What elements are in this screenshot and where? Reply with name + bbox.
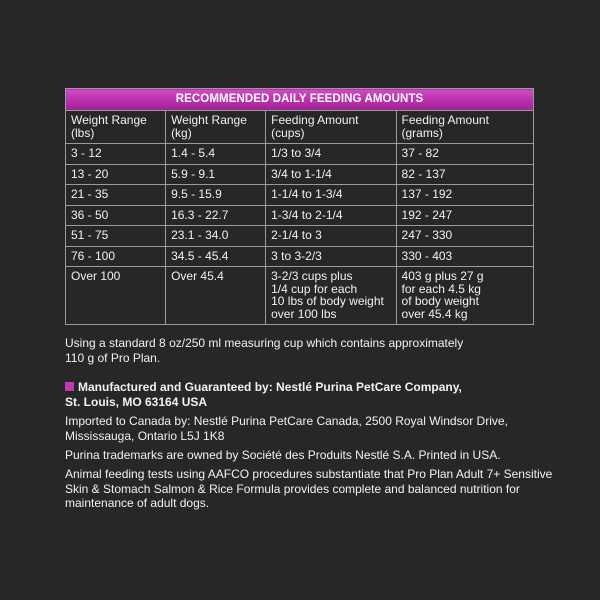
table-row (66, 205, 534, 226)
manufacturer-text: Manufactured and Guaranteed by: Nestlé Purina PetCare Company, St. Louis, MO 63164 USA (65, 380, 462, 409)
table-cell: 5.9 - 9.1 (166, 164, 266, 185)
table-cell: 51 - 75 (66, 226, 166, 247)
table-cell: 137 - 192 (396, 185, 533, 206)
table-cell: 192 - 247 (396, 205, 533, 226)
table-cell: 1/3 to 3/4 (266, 144, 396, 165)
table-cell: 3 to 3-2/3 (266, 246, 396, 267)
table-cell: 16.3 - 22.7 (166, 205, 266, 226)
table-title-row (66, 89, 534, 111)
table-cell: 2-1/4 to 3 (266, 226, 396, 247)
table-cell: 13 - 20 (66, 164, 166, 185)
table-cell: 23.1 - 34.0 (166, 226, 266, 247)
table-cell: 1-1/4 to 1-3/4 (266, 185, 396, 206)
table-cell: 247 - 330 (396, 226, 533, 247)
feeding-amounts-table (65, 88, 534, 325)
table-cell: 36 - 50 (66, 205, 166, 226)
aafco-statement: Animal feeding tests using AAFCO procedures substantiate that Pro Plan Adult 7+ Sensitive Skin & Stomach Salmon & Rice Formula provides complete and balanced nutrition for maintenance of adult dogs. (65, 467, 553, 510)
table-cell: 403 g plus 27 g for each 4.5 kg of body weight over 45.4 kg (396, 267, 533, 325)
table-cell: Over 100 (66, 267, 166, 325)
table-row (66, 267, 534, 325)
table-header-row (66, 111, 534, 144)
table-row (66, 164, 534, 185)
table-cell: 76 - 100 (66, 246, 166, 267)
table-cell: Over 45.4 (166, 267, 266, 325)
table-cell: 3/4 to 1-1/4 (266, 164, 396, 185)
table-body (66, 111, 534, 325)
table-cell: 330 - 403 (396, 246, 533, 267)
table-title: RECOMMENDED DAILY FEEDING AMOUNTS (66, 89, 534, 111)
table-row (66, 226, 534, 247)
column-header: Weight Range (kg) (166, 111, 266, 144)
table-cell: 3-2/3 cups plus 1/4 cup for each 10 lbs of body weight over 100 lbs (266, 267, 396, 325)
trademark-statement: Purina trademarks are owned by Société des Produits Nestlé S.A. Printed in USA. (65, 448, 501, 462)
measuring-cup-note: Using a standard 8 oz/250 ml measuring cup which contains approximately 110 g of Pro Plan. (65, 336, 464, 365)
table-cell: 21 - 35 (66, 185, 166, 206)
table-row (66, 246, 534, 267)
manufacturer-statement (65, 380, 565, 409)
table-cell: 82 - 137 (396, 164, 533, 185)
column-header: Weight Range (lbs) (66, 111, 166, 144)
square-bullet-icon (65, 382, 74, 391)
table-cell: 9.5 - 15.9 (166, 185, 266, 206)
table-row (66, 144, 534, 165)
table-cell: 3 - 12 (66, 144, 166, 165)
table-cell: 34.5 - 45.4 (166, 246, 266, 267)
table-cell: 37 - 82 (396, 144, 533, 165)
column-header: Feeding Amount (cups) (266, 111, 396, 144)
table-cell: 1.4 - 5.4 (166, 144, 266, 165)
table-row (66, 185, 534, 206)
importer-statement: Imported to Canada by: Nestlé Purina PetCare Canada, 2500 Royal Windsor Drive, Mississauga, Ontario L5J 1K8 (65, 414, 508, 443)
table-cell: 1-3/4 to 2-1/4 (266, 205, 396, 226)
column-header: Feeding Amount (grams) (396, 111, 533, 144)
